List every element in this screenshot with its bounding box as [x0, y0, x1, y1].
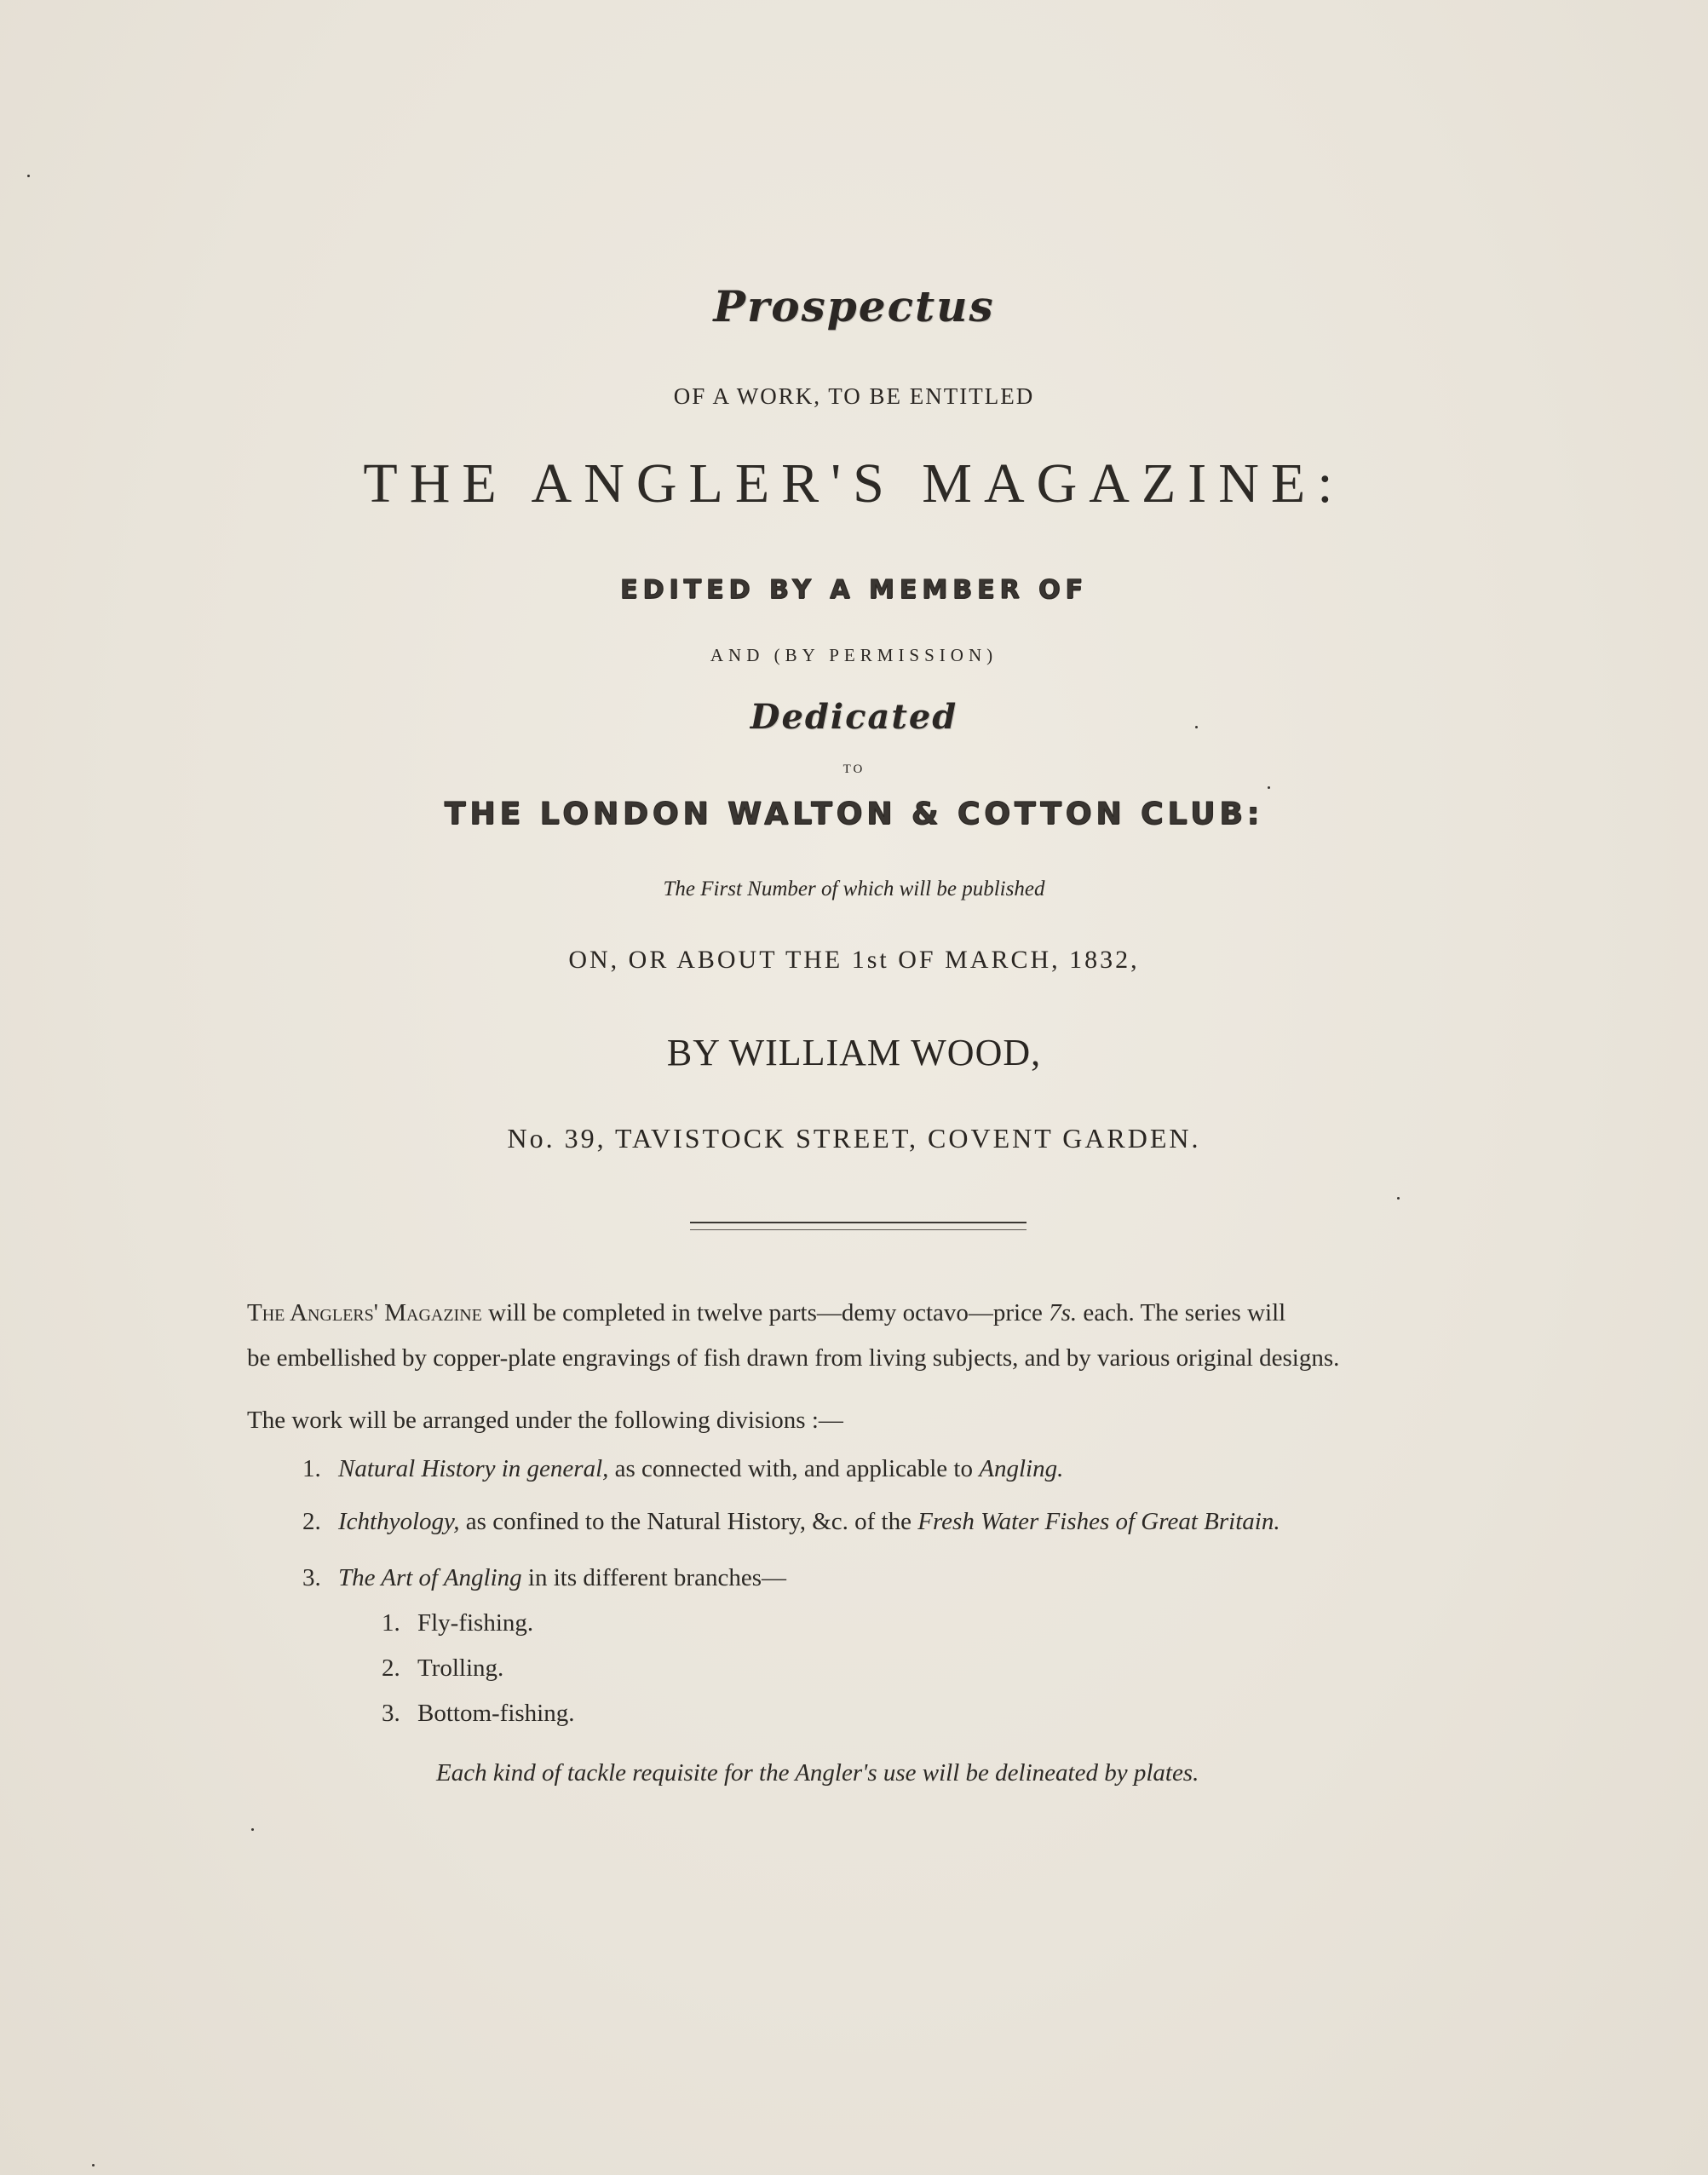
- sub-list-item-1: [382, 1601, 533, 1645]
- paper-speck: [1195, 726, 1198, 728]
- list-item-3-emphasis: The Art of Angling: [338, 1564, 522, 1591]
- intro-paragraph-line-2: be embellished by copper-plate engravings of fish drawn from living subjects, and by various original designs.: [247, 1344, 1340, 1372]
- sub-list-number: 3.: [382, 1700, 400, 1727]
- list-item-2-emphasis: Ichthyology,: [338, 1508, 460, 1535]
- double-rule-divider: [690, 1222, 1027, 1230]
- list-item-1-emphasis-2: Angling.: [979, 1455, 1064, 1482]
- sub-list-item-2: [382, 1646, 503, 1690]
- main-title: THE ANGLER'S MAGAZINE:: [363, 452, 1345, 515]
- divisions-intro: The work will be arranged under the following divisions :—: [247, 1407, 843, 1434]
- list-item-2-emphasis-2: Fresh Water Fishes of Great Britain.: [917, 1508, 1280, 1535]
- paper-speck: [92, 2164, 95, 2166]
- sub-list-number: 2.: [382, 1654, 400, 1682]
- address-line: No. 39, TAVISTOCK STREET, COVENT GARDEN.: [507, 1123, 1201, 1154]
- list-number: 2.: [302, 1508, 321, 1535]
- list-item-2-text: as confined to the Natural History, &c. of the: [459, 1508, 918, 1535]
- paper-speck: [27, 175, 30, 177]
- list-item-1-text: as connected with, and applicable to: [608, 1455, 980, 1482]
- list-item-3-text: in its different branches—: [521, 1564, 786, 1591]
- list-item-2: [302, 1499, 1280, 1544]
- sub-list-number: 1.: [382, 1609, 400, 1637]
- paper-speck: [1268, 786, 1270, 789]
- publisher-line: BY WILLIAM WOOD,: [666, 1032, 1042, 1073]
- list-item-1: [302, 1447, 1063, 1491]
- list-number: 1.: [302, 1455, 321, 1482]
- subtitle-of-a-work: OF A WORK, TO BE ENTITLED: [673, 383, 1035, 409]
- para1-end: each. The series will: [1077, 1299, 1286, 1326]
- and-by-permission-line: AND (BY PERMISSION): [710, 645, 998, 665]
- sub-list-item-3: [382, 1691, 574, 1735]
- list-item-3: [302, 1556, 786, 1600]
- club-line: THE LONDON WALTON & COTTON CLUB:: [444, 797, 1264, 831]
- closing-note: Each kind of tackle requisite for the Angler's use will be delineated by plates.: [436, 1759, 1199, 1787]
- sub-list-text: Trolling.: [417, 1654, 504, 1682]
- list-number: 3.: [302, 1564, 321, 1591]
- intro-paragraph-line-1: [247, 1291, 1285, 1335]
- prospectus-heading: Prospectus: [713, 281, 995, 331]
- edited-by-line: EDITED BY A MEMBER OF: [619, 575, 1089, 605]
- price: 7s.: [1049, 1299, 1078, 1326]
- paper-speck: [1397, 1197, 1400, 1200]
- sub-list-text: Bottom-fishing.: [417, 1700, 575, 1727]
- paper-speck: [251, 1828, 254, 1831]
- para1-text: will be completed in twelve parts—demy octavo—price: [481, 1299, 1050, 1326]
- magazine-name-smallcaps: The Anglers' Magazine: [247, 1299, 482, 1326]
- first-number-line: The First Number of which will be published: [663, 877, 1045, 900]
- dedicated-heading: Dedicated: [750, 697, 958, 737]
- date-line: ON, OR ABOUT THE 1st OF MARCH, 1832,: [568, 946, 1140, 974]
- list-item-1-emphasis: Natural History in general,: [338, 1455, 609, 1482]
- to-line: TO: [842, 762, 866, 776]
- sub-list-text: Fly-fishing.: [417, 1609, 534, 1637]
